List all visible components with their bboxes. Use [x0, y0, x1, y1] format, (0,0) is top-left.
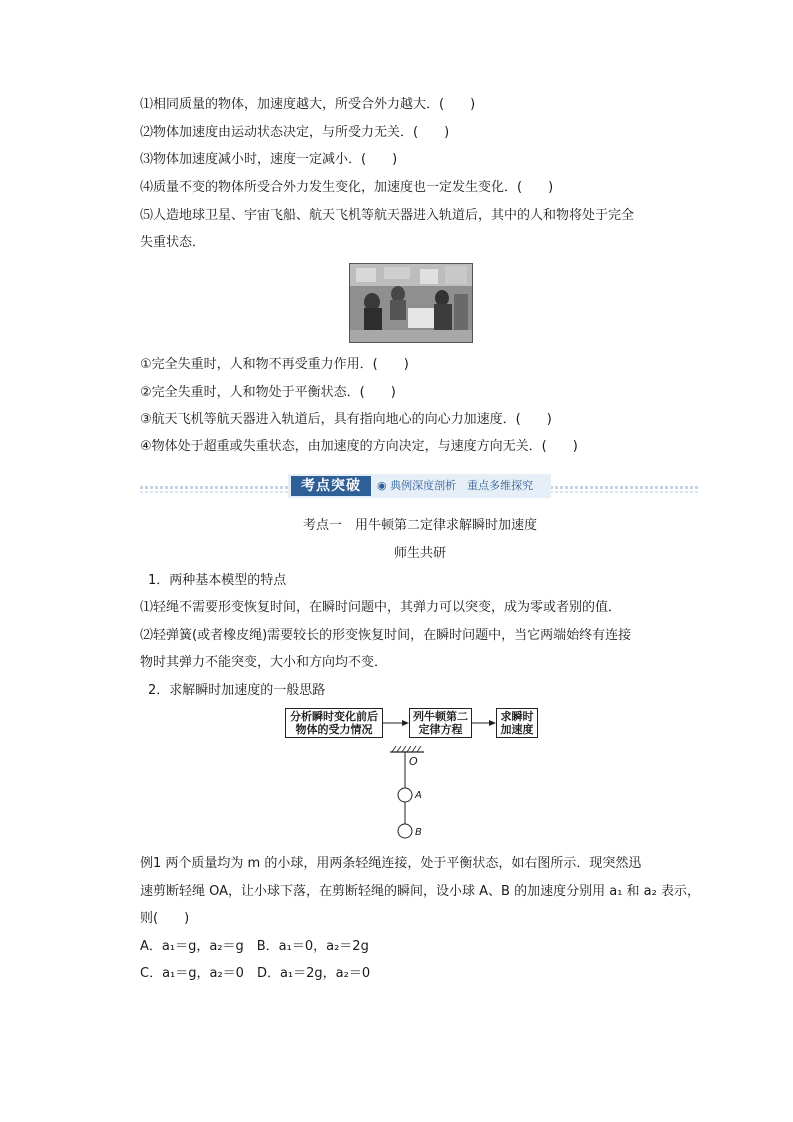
flow-step-3 — [496, 708, 538, 738]
section-heading: 考点一 用牛顿第二定律求解瞬时加速度 — [302, 518, 537, 533]
banner-title: 考点突破 — [291, 476, 371, 496]
weightlessness-photo — [349, 263, 473, 343]
judge-item-4: ⑷质量不变的物体所受合外力发生变化，加速度也一定发生变化．( ) — [140, 180, 554, 195]
sub-item-2: ②完全失重时，人和物处于平衡状态．( ) — [140, 385, 396, 400]
example-options-ab: A．a₁＝g，a₂＝g B．a₁＝0，a₂＝2g — [140, 939, 369, 954]
judge-item-5-line1: ⑸人造地球卫星、宇宙飞船、航天飞机等航天器进入轨道后，其中的人和物将处于完全 — [140, 208, 635, 223]
flow-step-3-line2: 加速度 — [500, 723, 534, 736]
point2-title: 2．求解瞬时加速度的一般思路 — [148, 683, 326, 698]
flow-step-2 — [409, 708, 472, 738]
banner-subtitle: ◉ 典例深度剖析 重点多维探究 — [377, 479, 534, 492]
diagram-label-o: O — [409, 755, 418, 768]
photo-illustration — [350, 264, 472, 342]
diagram-label-b: B — [415, 827, 422, 838]
point1-line2b: 物时其弹力不能突变，大小和方向均不变． — [140, 655, 388, 670]
judge-item-3: ⑶物体加速度减小时，速度一定减小．( ) — [140, 152, 398, 167]
flow-step-2-line2: 定律方程 — [418, 723, 463, 736]
sub-item-1: ①完全失重时，人和物不再受重力作用．( ) — [140, 357, 409, 372]
judge-item-5-line2: 失重状态． — [140, 235, 206, 250]
sub-item-3: ③航天飞机等航天器进入轨道后，具有指向地心的向心力加速度．( ) — [140, 412, 552, 427]
flow-step-1 — [285, 708, 383, 738]
diagram-label-a: A — [415, 790, 422, 801]
flow-step-1-line2: 物体的受力情况 — [295, 723, 373, 736]
point1-line2a: ⑵轻弹簧(或者橡皮绳)需要较长的形变恢复时间，在瞬时问题中，当它两端始终有连接 — [140, 628, 632, 643]
judge-item-2: ⑵物体加速度由运动状态决定，与所受力无关．( ) — [140, 125, 450, 140]
point1-line1: ⑴轻绳不需要形变恢复时间，在瞬时问题中，其弹力可以突变，成为零或者别的值． — [140, 600, 622, 615]
example-line1: 例1 两个质量均为 m 的小球，用两条轻绳连接，处于平衡状态，如右图所示．现突然迅 — [140, 856, 642, 871]
example-options-cd: C．a₁＝g，a₂＝0 D．a₁＝2g，a₂＝0 — [140, 966, 371, 981]
flow-step-2-line1: 列牛顿第二 — [413, 710, 468, 723]
sub-item-4: ④物体处于超重或失重状态，由加速度的方向决定，与速度方向无关．( ) — [140, 439, 578, 454]
flow-step-3-line1: 求瞬时 — [500, 710, 534, 723]
example-line3: 则( ) — [140, 911, 190, 926]
flow-step-1-line1: 分析瞬时变化前后 — [290, 710, 378, 723]
section-subheading: 师生共研 — [393, 546, 446, 561]
example-line2: 速剪断轻绳 OA，让小球下落，在剪断轻绳的瞬间，设小球 A、B 的加速度分别用 a₁ 和 a₂ 表示， — [140, 884, 700, 899]
point1-title: 1．两种基本模型的特点 — [148, 573, 287, 588]
judge-item-1: ⑴相同质量的物体，加速度越大，所受合外力越大．( ) — [140, 97, 476, 112]
